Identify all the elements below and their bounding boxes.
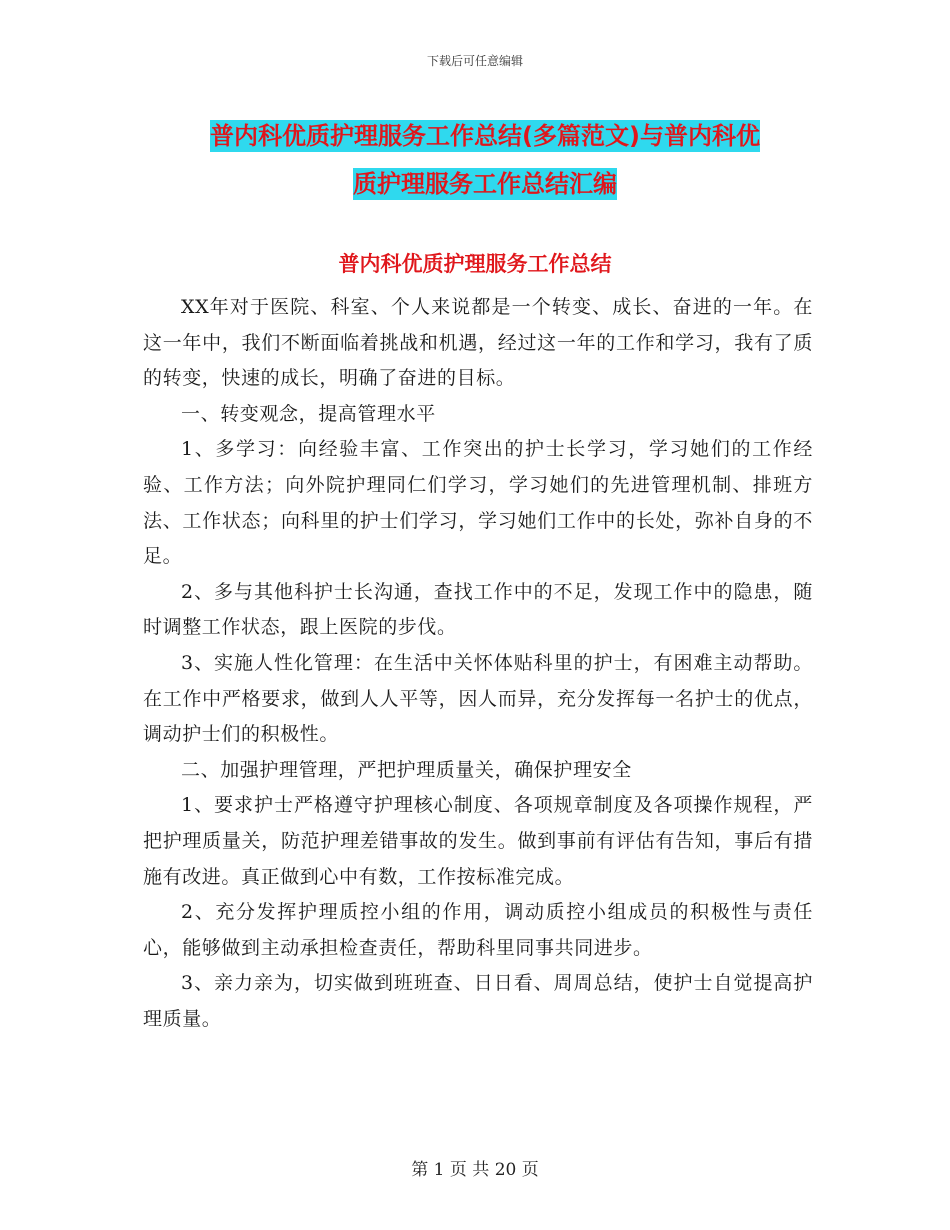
document-title-line-2: 质护理服务工作总结汇编 xyxy=(353,170,617,198)
paragraph: 2、充分发挥护理质控小组的作用，调动质控小组成员的积极性与责任心，能够做到主动承担检查责任，帮助科里同事共同进步。 xyxy=(143,901,813,959)
paragraph: 二、加强护理管理，严把护理质量关，确保护理安全 xyxy=(181,758,632,781)
page-footer: 第 1 页 共 20 页 xyxy=(411,1160,539,1180)
paragraph: 3、实施人性化管理：在生活中关怀体贴科里的护士，有困难主动帮助。在工作中严格要求，做到人人平等，因人而异，充分发挥每一名护士的优点，调动护士们的积极性。 xyxy=(143,651,813,746)
document-title xyxy=(140,112,830,208)
paragraph: XX年对于医院、科室、个人来说都是一个转变、成长、奋进的一年。在这一年中，我们不断面临着挑战和机遇，经过这一年的工作和学习，我有了质的转变，快速的成长，明确了奋进的目标。 xyxy=(143,296,813,390)
paragraph: 1、要求护士严格遵守护理核心制度、各项规章制度及各项操作规程，严把护理质量关，防范护理差错事故的发生。做到事前有评估有告知，事后有措施有改进。真正做到心中有数，工作按标准完成。 xyxy=(143,794,813,888)
header-note: 下载后可任意编辑 xyxy=(426,54,523,68)
paragraph: 一、转变观念，提高管理水平 xyxy=(181,402,436,425)
document-title-line-1: 普内科优质护理服务工作总结(多篇范文)与普内科优 xyxy=(210,122,760,150)
section-title: 普内科优质护理服务工作总结 xyxy=(338,252,612,276)
body-text xyxy=(143,290,813,1037)
paragraph: 1、多学习：向经验丰富、工作突出的护士长学习，学习她们的工作经验、工作方法；向外院护理同仁们学习，学习她们的先进管理机制、排班方法、工作状态；向科里的护士们学习，学习她们工作中的长处，弥补自身的不足。 xyxy=(143,438,813,568)
paragraph: 2、多与其他科护士长沟通，查找工作中的不足，发现工作中的隐患，随时调整工作状态，跟上医院的步伐。 xyxy=(143,580,813,639)
paragraph: 3、亲力亲为，切实做到班班查、日日看、周周总结，使护士自觉提高护理质量。 xyxy=(143,972,813,1030)
